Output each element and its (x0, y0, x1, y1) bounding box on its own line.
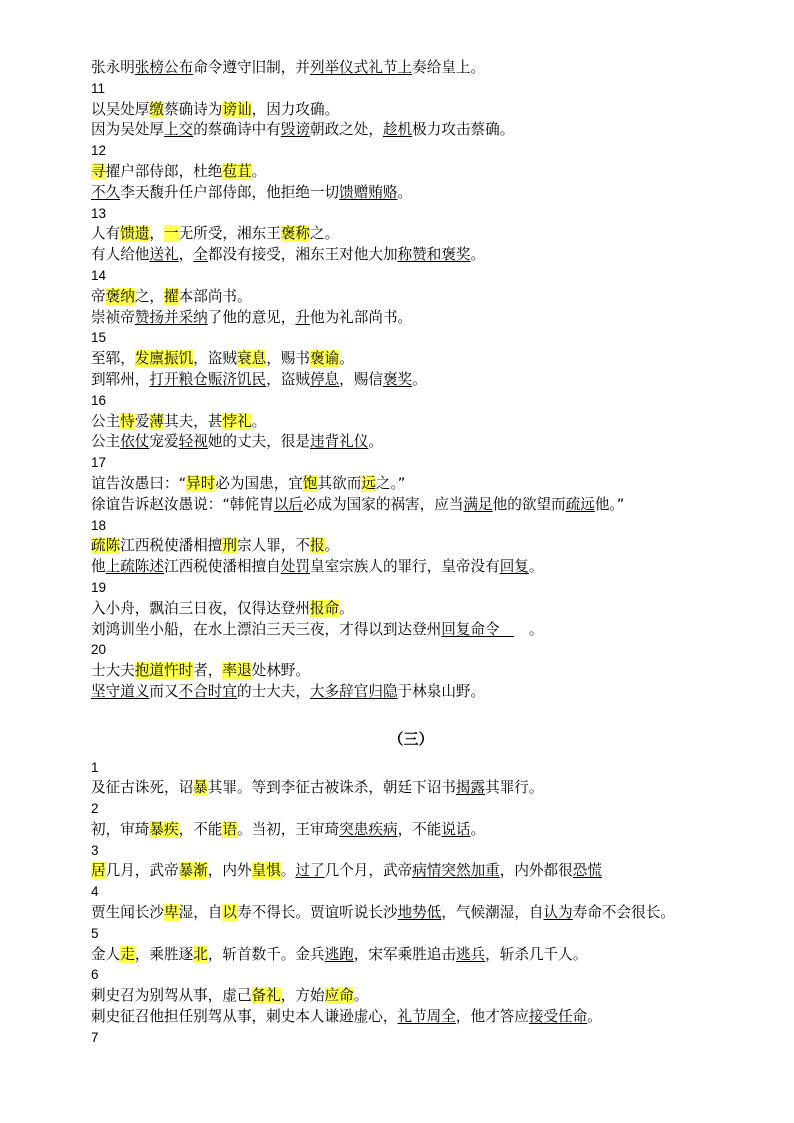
text-run: ，赐信 (339, 370, 383, 388)
highlighted-term: 疏陈 (91, 537, 121, 555)
text-run: 蔡确诗为 (164, 100, 223, 118)
translation-sentence (91, 557, 731, 578)
underlined-term: 打开粮仓赈济饥民 (149, 370, 267, 388)
highlighted-term: 擢 (164, 287, 179, 305)
text-run: 。 (339, 350, 354, 368)
underlined-term: 列举仪式礼节上 (309, 59, 413, 76)
text-run: 之。 (310, 225, 340, 243)
text-run: 刘鸿训坐小船，在水上漂泊三天三夜，才得以到达登州 (91, 620, 442, 638)
text-run: ，赐书 (266, 350, 310, 368)
translation-sentence (91, 620, 731, 641)
text-run: 宗人罪，不 (236, 537, 310, 555)
highlighted-term: 北 (193, 945, 208, 963)
text-run: 。 (324, 537, 340, 555)
highlighted-term: 缴 (149, 100, 164, 118)
underlined-term: 揭露 (455, 779, 486, 797)
text-run: 的士大夫， (236, 682, 310, 700)
text-run: 本部尚书。 (178, 287, 252, 305)
text-run: 士大夫 (91, 662, 135, 680)
text-run: 。当初，王审琦 (237, 820, 340, 838)
text-run: 张永明 (91, 59, 135, 76)
item-number: 5 (91, 925, 99, 941)
text-run: 公主 (91, 412, 121, 430)
text-run: 皇室宗族人的罪行，皇帝没有 (309, 558, 500, 576)
source-sentence (91, 349, 731, 370)
highlighted-term: 语 (222, 820, 237, 838)
text-run: 。 (587, 1008, 602, 1026)
text-run: 。 (368, 433, 383, 451)
underlined-term: 依仗 (120, 433, 150, 451)
text-run: ，方始 (280, 987, 325, 1005)
text-run: 者， (193, 662, 223, 680)
text-run: ，盗贼 (193, 350, 237, 368)
text-run: ， (178, 246, 194, 264)
underlined-term: 逃跑 (324, 945, 354, 963)
highlighted-term: 以 (222, 904, 237, 922)
text-run: ，内外都很 (499, 862, 573, 880)
text-run: 有人给他 (91, 246, 150, 264)
text-run: 其罪。等到李征古被诛杀，朝廷下诏书 (207, 779, 456, 797)
text-run: 极力攻击蔡确。 (412, 121, 515, 139)
text-run: 朝政之处， (309, 121, 383, 139)
text-run: 及征古诛死，诏 (91, 779, 194, 797)
text-run: 都没有接受，湘东王对他大加 (207, 246, 398, 264)
text-run: ，宋军乘胜追击 (353, 945, 456, 963)
text-run: 爱 (134, 412, 150, 430)
item-number: 16 (91, 392, 107, 408)
text-run: ，不能 (178, 820, 223, 838)
underlined-term: 不久 (91, 183, 121, 201)
section-heading: （三） (388, 729, 434, 748)
underlined-term: 逃兵 (455, 945, 486, 963)
text-run: 的蔡确诗中有 (193, 121, 281, 139)
text-run: 贾生闻长沙 (91, 904, 164, 922)
underlined-term: 礼节周全 (397, 1008, 456, 1026)
source-sentence (91, 412, 731, 433)
section-three-items (91, 758, 731, 1049)
section-two-items (91, 58, 731, 703)
text-run: 。 (353, 987, 369, 1005)
text-run: 徐谊告诉赵汝愚说：“韩侂胄 (91, 495, 274, 513)
highlighted-term: 率退 (222, 662, 252, 680)
text-run: 他为礼部尚书。 (309, 308, 413, 326)
highlighted-term: 悖礼 (222, 412, 252, 430)
item-number: 4 (91, 884, 99, 900)
text-run: 其罪行。 (485, 779, 544, 797)
text-run: 必为国患，宜 (215, 474, 303, 492)
text-run: 湿，自 (178, 904, 223, 922)
highlighted-term: 薄 (149, 412, 165, 430)
text-run: 人有 (91, 225, 121, 243)
text-run: 几个月，武帝 (324, 862, 413, 880)
highlighted-term: 褒谕 (309, 350, 340, 368)
source-sentence (91, 287, 731, 308)
highlighted-term: 发廪振饥 (134, 350, 194, 368)
highlighted-term: 居 (91, 862, 106, 880)
underlined-term: 全 (193, 246, 208, 264)
text-run: 而又 (149, 682, 179, 700)
text-run: 之， (134, 287, 165, 305)
item-number: 3 (91, 842, 99, 858)
item-number: 6 (91, 967, 99, 983)
underlined-term: 坚守道义 (91, 682, 150, 700)
sentence-line (91, 778, 731, 799)
highlighted-term: 恃 (120, 412, 135, 430)
highlighted-term: 应命 (324, 987, 354, 1005)
translation-sentence (91, 245, 731, 266)
item-number: 12 (91, 143, 107, 159)
text-run: 谊告汝愚曰：“ (91, 474, 187, 492)
sentence-line (91, 945, 731, 966)
source-sentence (91, 100, 731, 121)
underlined-term: 轻视 (178, 433, 208, 451)
underlined-term: 违背礼仪 (309, 433, 369, 451)
source-sentence (91, 599, 731, 620)
text-run: 至郓， (91, 350, 135, 368)
underlined-term: 地势低 (397, 904, 442, 922)
highlighted-term: 远 (361, 474, 376, 492)
translation-sentence (91, 183, 731, 204)
text-run: 。 (470, 246, 486, 264)
text-run: 。 (251, 412, 267, 430)
underlined-term: 大多辞官归隐 (309, 682, 398, 700)
highlighted-term: 备礼 (251, 987, 281, 1005)
translation-sentence (91, 682, 731, 703)
underlined-term: 张榜公布 (134, 59, 194, 76)
translation-sentence (91, 370, 731, 391)
text-run: 因为吴处厚 (91, 121, 164, 139)
sentence-line (91, 986, 731, 1007)
highlighted-term: 异时 (186, 474, 216, 492)
item-number: 15 (91, 330, 107, 346)
underlined-term: 馈赠贿赂 (339, 183, 398, 201)
text-run: 了他的意见， (207, 308, 296, 326)
underlined-term: 恐慌 (572, 862, 602, 880)
highlighted-term: 饱 (302, 474, 318, 492)
translation-sentence (91, 120, 731, 141)
text-run: 。 (528, 558, 544, 576)
source-sentence (91, 224, 731, 245)
text-run: ，气候潮湿，自 (441, 904, 544, 922)
item-number: 1 (91, 759, 99, 775)
item-number: 14 (91, 267, 107, 283)
source-sentence (91, 661, 731, 682)
text-run: 。 (514, 620, 544, 638)
highlighted-term: 皇惧 (251, 862, 281, 880)
highlighted-term: 报 (309, 537, 325, 555)
text-run: 帝 (91, 287, 106, 305)
sentence-line (91, 820, 731, 841)
source-sentence (91, 474, 731, 495)
underlined-term: 说话 (441, 820, 471, 838)
text-run: 擢户部侍郎，杜绝 (105, 162, 223, 180)
underlined-term: 处罚 (280, 558, 310, 576)
highlighted-term: 寻 (91, 162, 106, 180)
text-run: 她的丈夫，很是 (207, 433, 310, 451)
text-run: ，他才答应 (455, 1008, 529, 1026)
item-number: 20 (91, 642, 107, 658)
text-run: 。 (470, 820, 486, 838)
text-run: 到郓州， (91, 370, 150, 388)
text-run: 其夫，甚 (164, 412, 223, 430)
underlined-term: 赞扬并采纳 (134, 308, 208, 326)
text-run: 李天馥升任户部侍郎，他拒绝一切 (120, 183, 340, 201)
translation-sentence (91, 58, 731, 79)
text-run: 必成为国家的祸害，应当 (302, 495, 464, 513)
underlined-term: 不合时宜 (178, 682, 237, 700)
item-number: 2 (91, 801, 99, 817)
text-run: ，盗贼 (266, 370, 310, 388)
translation-sentence (91, 308, 731, 329)
text-run: ，不能 (397, 820, 442, 838)
text-run: 宠爱 (149, 433, 179, 451)
text-run: 寿命不会很长。 (572, 904, 675, 922)
source-sentence (91, 536, 731, 557)
text-run: ，因力攻确。 (251, 100, 340, 118)
item-number: 19 (91, 579, 107, 595)
text-run: 无所受，湘东王 (178, 225, 281, 243)
highlighted-term: 暴渐 (178, 862, 208, 880)
text-run: 江西税使潘相擅自 (164, 558, 281, 576)
item-number: 11 (91, 80, 106, 96)
underlined-term: 突患疾病 (339, 820, 398, 838)
text-run: 。 (339, 599, 354, 617)
text-run: 。 (412, 370, 427, 388)
underlined-term: 停息 (309, 370, 340, 388)
highlighted-term: 褒称 (280, 225, 310, 243)
highlighted-term: 抱道忤时 (134, 662, 194, 680)
highlighted-term: 馈遗 (120, 225, 150, 243)
text-run: 几月，武帝 (105, 862, 179, 880)
source-sentence (91, 162, 731, 183)
text-run: 于林泉山野。 (397, 682, 486, 700)
highlighted-term: 褒纳 (105, 287, 135, 305)
underlined-term: 升 (295, 308, 310, 326)
underlined-term: 回复 (499, 558, 529, 576)
underlined-term: 以后 (273, 495, 303, 513)
highlighted-term: 暴 (193, 779, 208, 797)
text-run: 刺史征召他担任别驾从事，刺史本人谦逊虚心， (91, 1008, 398, 1026)
sentence-line (91, 1007, 731, 1028)
text-run: 公主 (91, 433, 121, 451)
highlighted-term: 暴疾 (149, 820, 179, 838)
underlined-term: 过了 (295, 862, 325, 880)
underlined-term: 趁机 (382, 121, 413, 139)
text-run: 他。” (594, 495, 625, 513)
text-run: 以吴处厚 (91, 100, 150, 118)
highlighted-term: 一 (164, 225, 179, 243)
highlighted-term: 刑 (222, 537, 237, 555)
highlighted-term: 报命 (309, 599, 340, 617)
text-run: 之。” (375, 474, 406, 492)
item-number: 17 (91, 455, 107, 471)
text-run: 江西税使潘相擅 (120, 537, 223, 555)
underlined-term: 疏远 (565, 495, 595, 513)
underlined-term: 病情突然加重 (412, 862, 500, 880)
underlined-term: 上疏陈述 (105, 558, 164, 576)
text-run: 处林野。 (251, 662, 310, 680)
text-run: 刺史召为别驾从事，虚己 (91, 987, 252, 1005)
text-run: ，斩杀几千人。 (485, 945, 588, 963)
document-body (91, 58, 731, 1049)
item-number: 13 (91, 205, 107, 221)
underlined-term: 接受任命 (528, 1008, 588, 1026)
underlined-term: 褒奖 (382, 370, 413, 388)
underlined-term: 送礼 (149, 246, 179, 264)
text-run: 命令遵守旧制，并 (193, 59, 310, 76)
highlighted-term: 走 (120, 945, 135, 963)
text-run: 崇祯帝 (91, 308, 135, 326)
underlined-term: 称赞和褒奖 (397, 246, 471, 264)
underlined-term: 满足 (463, 495, 493, 513)
text-run: 。 (397, 183, 413, 201)
highlighted-term: 谤讪 (222, 100, 252, 118)
text-run: 金人 (91, 945, 121, 963)
text-run: ， (149, 225, 165, 243)
text-run: 他 (91, 558, 106, 576)
highlighted-term: 卑 (163, 904, 179, 922)
text-run: 。 (251, 162, 267, 180)
item-number: 7 (91, 1029, 99, 1045)
highlighted-term: 苞苴 (222, 162, 252, 180)
sentence-line (91, 903, 731, 924)
text-run: 其欲而 (317, 474, 362, 492)
underlined-term: 回复命令 (441, 620, 515, 638)
text-run: ，乘胜逐 (134, 945, 194, 963)
item-number: 18 (91, 517, 107, 533)
text-run: 寿不得长。贾谊听说长沙 (237, 904, 398, 922)
translation-sentence (91, 432, 731, 453)
highlighted-term: 衰息 (236, 350, 267, 368)
text-run: ，内外 (207, 862, 252, 880)
text-run: 。 (280, 862, 296, 880)
underlined-term: 毁谤 (280, 121, 310, 139)
sentence-line (91, 861, 731, 882)
text-run: 初，审琦 (91, 820, 150, 838)
underlined-term: 认为 (543, 904, 573, 922)
translation-sentence (91, 495, 731, 516)
underlined-term: 上交 (163, 121, 194, 139)
text-run: 他的欲望而 (492, 495, 566, 513)
text-run: 奏给皇上。 (412, 59, 486, 76)
text-run: 入小舟，飘泊三日夜，仅得达登州 (91, 599, 310, 617)
text-run: ，斩首数千。金兵 (207, 945, 325, 963)
